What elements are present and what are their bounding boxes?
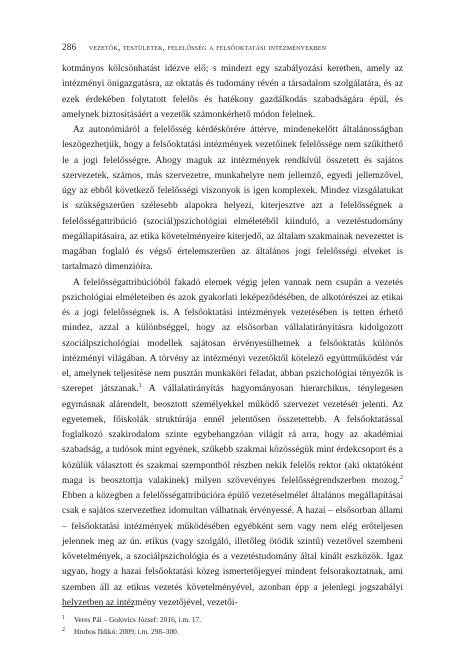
footnote-text: Veres Pál – Golovics József: 2016, i.m. 17.: [74, 615, 202, 624]
paragraph-3: A felelősségattribúcióból fakadó elemek végig jelen vannak nem csupán a vezetés pszichológiai elméleteiben és azok gyakorlati leképeződésében, de alkotórészei az etikai és a jogi felelősségnek is. A felsőoktatási intézmények vezetésében is tetten érhető mindez, azzal a különbséggel, hogy az elsősorban vállalatirányításra kidolgozott szociálpszichológiai modellek sajátosan érvényesülhetnek a felsőoktatás különös intézményi világában. A törvény az intézményi vezetőktől kötelező együttműködést vár el, amelynek teljesítése nem pusztán munkaköri feladat, abban pszichológiai tényezők is szerepet játszanak.$^1$ A vállalatirányítás hagyományosan hierarchikus, ténylegesen egymásnak alárendelt, beosztott személyekkel működő szervezet vezetését jelenti. Az egyetemek, főiskolák struktúrája ennél jelentősen összetettebb. A felsőoktatással foglalkozó szakirodalom szinte egybehangzóan világít rá arra, hogy az akadémiai szabadság, a tudósok mint egyének, szűkebb szakmai közösségük mint érdekcsoport és a közülük választott és szakmai szempontból részben nekik felelős rektor (aki oktatóként maga is beosztottja valakinek) milyen szövevényes felelősségrendszerben mozog.$^2$ Ebben a közegben a felelősségattribúcióra épülő vezetéselmélet általános megállapításai csak e sajátos szervezethez idomultan válhatnak érvényessé. A hazai – elsősorban állami – felsőoktatási intézmények működésében egyébként sem vagy nem elég erőteljesen jelennek meg az ún. etikus (vagy szolgáló, illetőleg ötödik szintű) vezetővel szembeni követelmények, a szociálpszichológia és a vezetéstudomány által kínált eszközök. Igaz ugyan, hogy a hazai felsőoktatási közeg ismertetőjegyei mindent felsorakoztatnak, ami szemben áll az etikus vezetés követelményével, azonban épp a jelenlegi jogszabályi helyzetben az intézmény vezetőjével, vezetői-: [62, 276, 403, 608]
footnote-2: [62, 626, 402, 638]
page-number: 286: [62, 42, 77, 52]
running-header: [62, 42, 402, 52]
footnote-ref-2[interactable]: 2: [400, 474, 403, 481]
footnote-number: 1: [62, 615, 65, 621]
footnote-number: 2: [62, 626, 65, 633]
paragraph-1: kotmányos kölcsönhatást idézve elő; s mindezt egy szabályozási keretben, amely az intézményi önigazgatásra, az oktatás és tudomány révén a társadalom szolgálatára, és az ezek érdekében folytatott felelős és hatékony gazdálkodás szabadságára épül, és amelynek biztosításáért a vezetők számonkérhető módon felelnek.: [62, 63, 403, 120]
footnote-text: Hrubos Ildikó: 2009, i.m. 298–300.: [74, 626, 179, 636]
footnote-1: [62, 614, 402, 626]
footnote-separator: [62, 606, 134, 607]
body-text: [62, 61, 403, 610]
footnote-ref-1[interactable]: 1: [138, 383, 142, 390]
paragraph-2: Az autonómiáról a felelősség kérdéskörére áttérve, mindenekelőtt általánosságban leszögezhetjük, hogy a felsőoktatási intézmények vezetőinek felelőssége nem szűkíthető le a jogi felelősségre. Ahogy maguk az intézmények rendkívül összetett és sajátos szervezetek, számos, más szervezetre, munkahelyre nem jellemző, egyedi jellemzővel, úgy az ebből következő felelősségi viszonyok is igen komplexek. Mindez vizsgálatukat is szükségszerűen szélesebb alapokra helyezi, kiterjesztve azt a felelősségnek a felelősségattribúció (szociál)pszichológiai elméletéből kiinduló, a vezetéstudomány megállapításaira, az etika követelményeire kiterjedő, az általam szakmainak nevezettet is magában foglaló és végső értelemszerűen az általános jogi felelősségi elveket is tartalmazó dimenzióira.: [62, 124, 403, 273]
footnotes: [62, 614, 402, 637]
running-title: vezetők, testületek, felelősség a felsőoktatási intézményekben: [88, 42, 327, 52]
